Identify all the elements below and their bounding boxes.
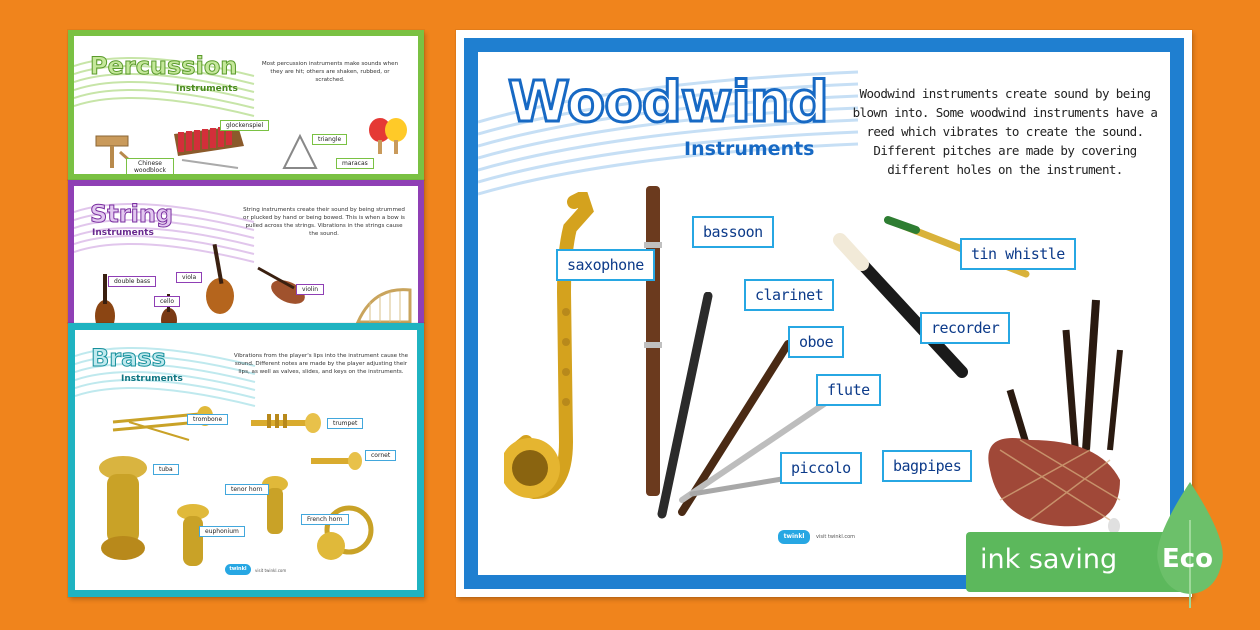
woodwind-poster — [456, 30, 1192, 597]
label-violin: violin — [296, 284, 324, 295]
label-recorder: recorder — [920, 312, 1010, 344]
percussion-description: Most percussion instruments make sounds when they are hit; others are shaken, rubbed, or scratched. — [261, 61, 399, 83]
label-tenor-horn: tenor horn — [225, 484, 269, 495]
label-bassoon: bassoon — [692, 216, 774, 248]
tuba-image — [89, 454, 159, 564]
label-glockenspiel: glockenspiel — [220, 120, 269, 131]
percussion-poster — [68, 30, 424, 180]
string-poster — [68, 180, 424, 323]
woodwind-title: Woodwind — [508, 70, 828, 135]
harp-image — [354, 286, 414, 323]
brass-footer-url: visit twinkl.com — [255, 568, 287, 573]
woodwind-subtitle: Instruments — [684, 138, 815, 160]
label-maracas: maracas — [336, 158, 374, 169]
percussion-title: Percussion — [90, 52, 238, 80]
label-oboe: oboe — [788, 326, 844, 358]
ink-saving-badge — [966, 532, 1238, 592]
label-triangle: triangle — [312, 134, 347, 145]
label-trombone: trombone — [187, 414, 228, 425]
french-horn-image — [315, 496, 385, 566]
woodwind-description: Woodwind instruments create sound by being blown into. Some woodwind instruments have a reed which vibrates to create the sound. Different pitches are made by covering different holes on the instrument. — [852, 86, 1158, 177]
euphonium-image — [169, 502, 219, 582]
label-cornet: cornet — [365, 450, 396, 461]
percussion-inner — [74, 36, 418, 174]
woodwind-frame — [464, 38, 1184, 589]
label-piccolo: piccolo — [780, 452, 862, 484]
saxophone-image — [504, 192, 624, 552]
woodwind-twinkl-logo: twinkl — [778, 530, 810, 544]
brass-twinkl-logo: twinkl — [225, 564, 251, 575]
label-euphonium: euphonium — [199, 526, 245, 537]
ink-saving-label: ink saving — [980, 544, 1118, 575]
label-flute: flute — [816, 374, 881, 406]
woodwind-footer-url: visit twinkl.com — [816, 534, 856, 540]
percussion-subtitle: Instruments — [176, 84, 238, 94]
maracas-image — [366, 116, 416, 156]
label-trumpet: trumpet — [327, 418, 363, 429]
brass-description: Vibrations from the player's lips into the instrument cause the sound. Different notes are made by the player adjusting their lips, as well as valves, slides, and keys on the instruments. — [233, 353, 409, 375]
label-woodblock: Chinese woodblock — [126, 158, 174, 174]
brass-inner — [75, 330, 417, 590]
label-french-horn: French horn — [301, 514, 349, 525]
brass-title: Brass — [91, 344, 166, 372]
string-inner — [74, 186, 418, 323]
trumpet-image — [247, 410, 327, 440]
string-title: String — [90, 200, 174, 228]
string-subtitle: Instruments — [92, 228, 154, 238]
label-cello: cello — [154, 296, 180, 307]
label-tuba: tuba — [153, 464, 179, 475]
label-viola: viola — [176, 272, 202, 283]
label-tin-whistle: tin whistle — [960, 238, 1076, 270]
label-clarinet: clarinet — [744, 279, 834, 311]
brass-poster — [68, 323, 424, 597]
label-saxophone: saxophone — [556, 249, 655, 281]
label-double-bass: double bass — [108, 276, 156, 287]
woodwind-inner — [478, 52, 1170, 575]
cornet-image — [307, 448, 367, 476]
string-description: String instruments create their sound by being strummed or plucked by hand or being bowed. This is when a bow is pulled across the strings. Vibrations in the strings cause the sound. — [243, 207, 405, 237]
label-bagpipes: bagpipes — [882, 450, 972, 482]
eco-label: Eco — [1162, 544, 1214, 574]
brass-subtitle: Instruments — [121, 374, 183, 384]
